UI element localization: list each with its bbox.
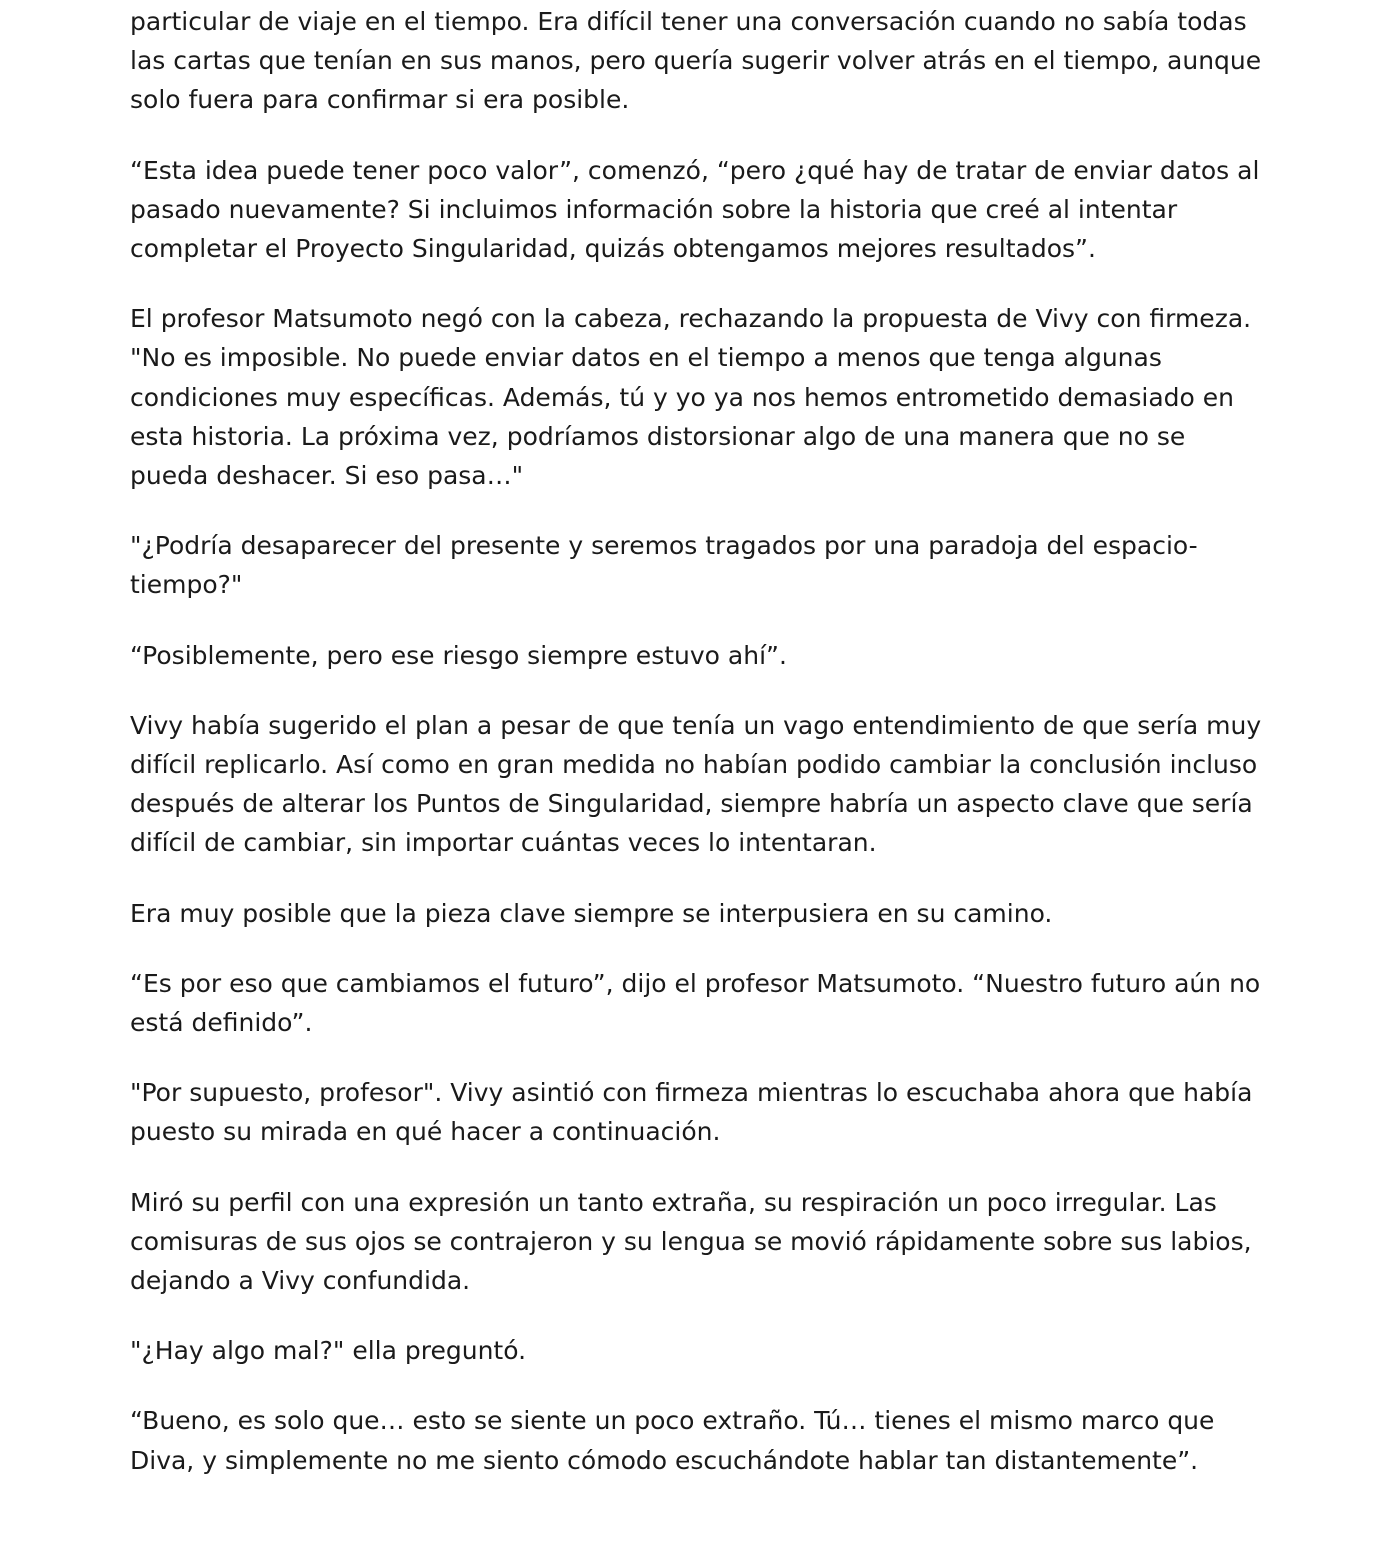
- paragraph: "¿Hay algo mal?" ella preguntó.: [130, 1336, 527, 1366]
- paragraph: particular de viaje en el tiempo. Era difícil tener una conversación cuando no sabía todas las cartas que tenían en sus manos, pero quería sugerir volver atrás en el tiempo, aunque solo fuera para confirmar si era posible.: [130, 7, 1262, 115]
- paragraph: “Esta idea puede tener poco valor”, comenzó, “pero ¿qué hay de tratar de enviar datos al pasado nuevamente? Si incluimos información sobre la historia que creé al intentar completar el Proyecto Singularidad, quizás obtengamos mejores resultados”.: [130, 155, 1260, 264]
- paragraph: Miró su perfil con una expresión un tanto extraña, su respiración un poco irregular. Las comisuras de sus ojos se contrajeron y su lengua se movió rápidamente sobre sus labios, dejando a Vivy confundida.: [130, 1187, 1252, 1296]
- paragraph: El profesor Matsumoto negó con la cabeza, rechazando la propuesta de Vivy con firmeza. "No es imposible. No puede enviar datos en el tiempo a menos que tenga algunas condiciones muy específicas. Además, tú y yo ya nos hemos entrometido demasiado en esta historia. La próxima vez, podríamos distorsionar algo de una manera que no se pueda deshacer. Si eso pasa…": [130, 304, 1252, 491]
- document-page: [130, 0, 1270, 1511]
- paragraph: Vivy había sugerido el plan a pesar de que tenía un vago entendimiento de que sería muy difícil replicarlo. Así como en gran medida no habían podido cambiar la conclusión incluso después de alterar los Puntos de Singularidad, siempre habría un aspecto clave que sería difícil de cambiar, sin importar cuántas veces lo intentaran.: [130, 710, 1262, 858]
- paragraph: "Por supuesto, profesor". Vivy asintió con firmeza mientras lo escuchaba ahora que había puesto su mirada en qué hacer a continuación.: [130, 1078, 1253, 1147]
- paragraph: “Es por eso que cambiamos el futuro”, dijo el profesor Matsumoto. “Nuestro futuro aún no está definido”.: [130, 968, 1261, 1038]
- paragraph: "¿Podría desaparecer del presente y seremos tragados por una paradoja del espacio-tiempo?": [130, 531, 1198, 600]
- paragraph: “Bueno, es solo que… esto se siente un poco extraño. Tú… tienes el mismo marco que Diva, y simplemente no me siento cómodo escuchándote hablar tan distantemente”.: [130, 1406, 1215, 1475]
- paragraph: Era muy posible que la pieza clave siempre se interpusiera en su camino.: [130, 898, 1053, 928]
- paragraph: “Posiblemente, pero ese riesgo siempre estuvo ahí”.: [130, 640, 787, 670]
